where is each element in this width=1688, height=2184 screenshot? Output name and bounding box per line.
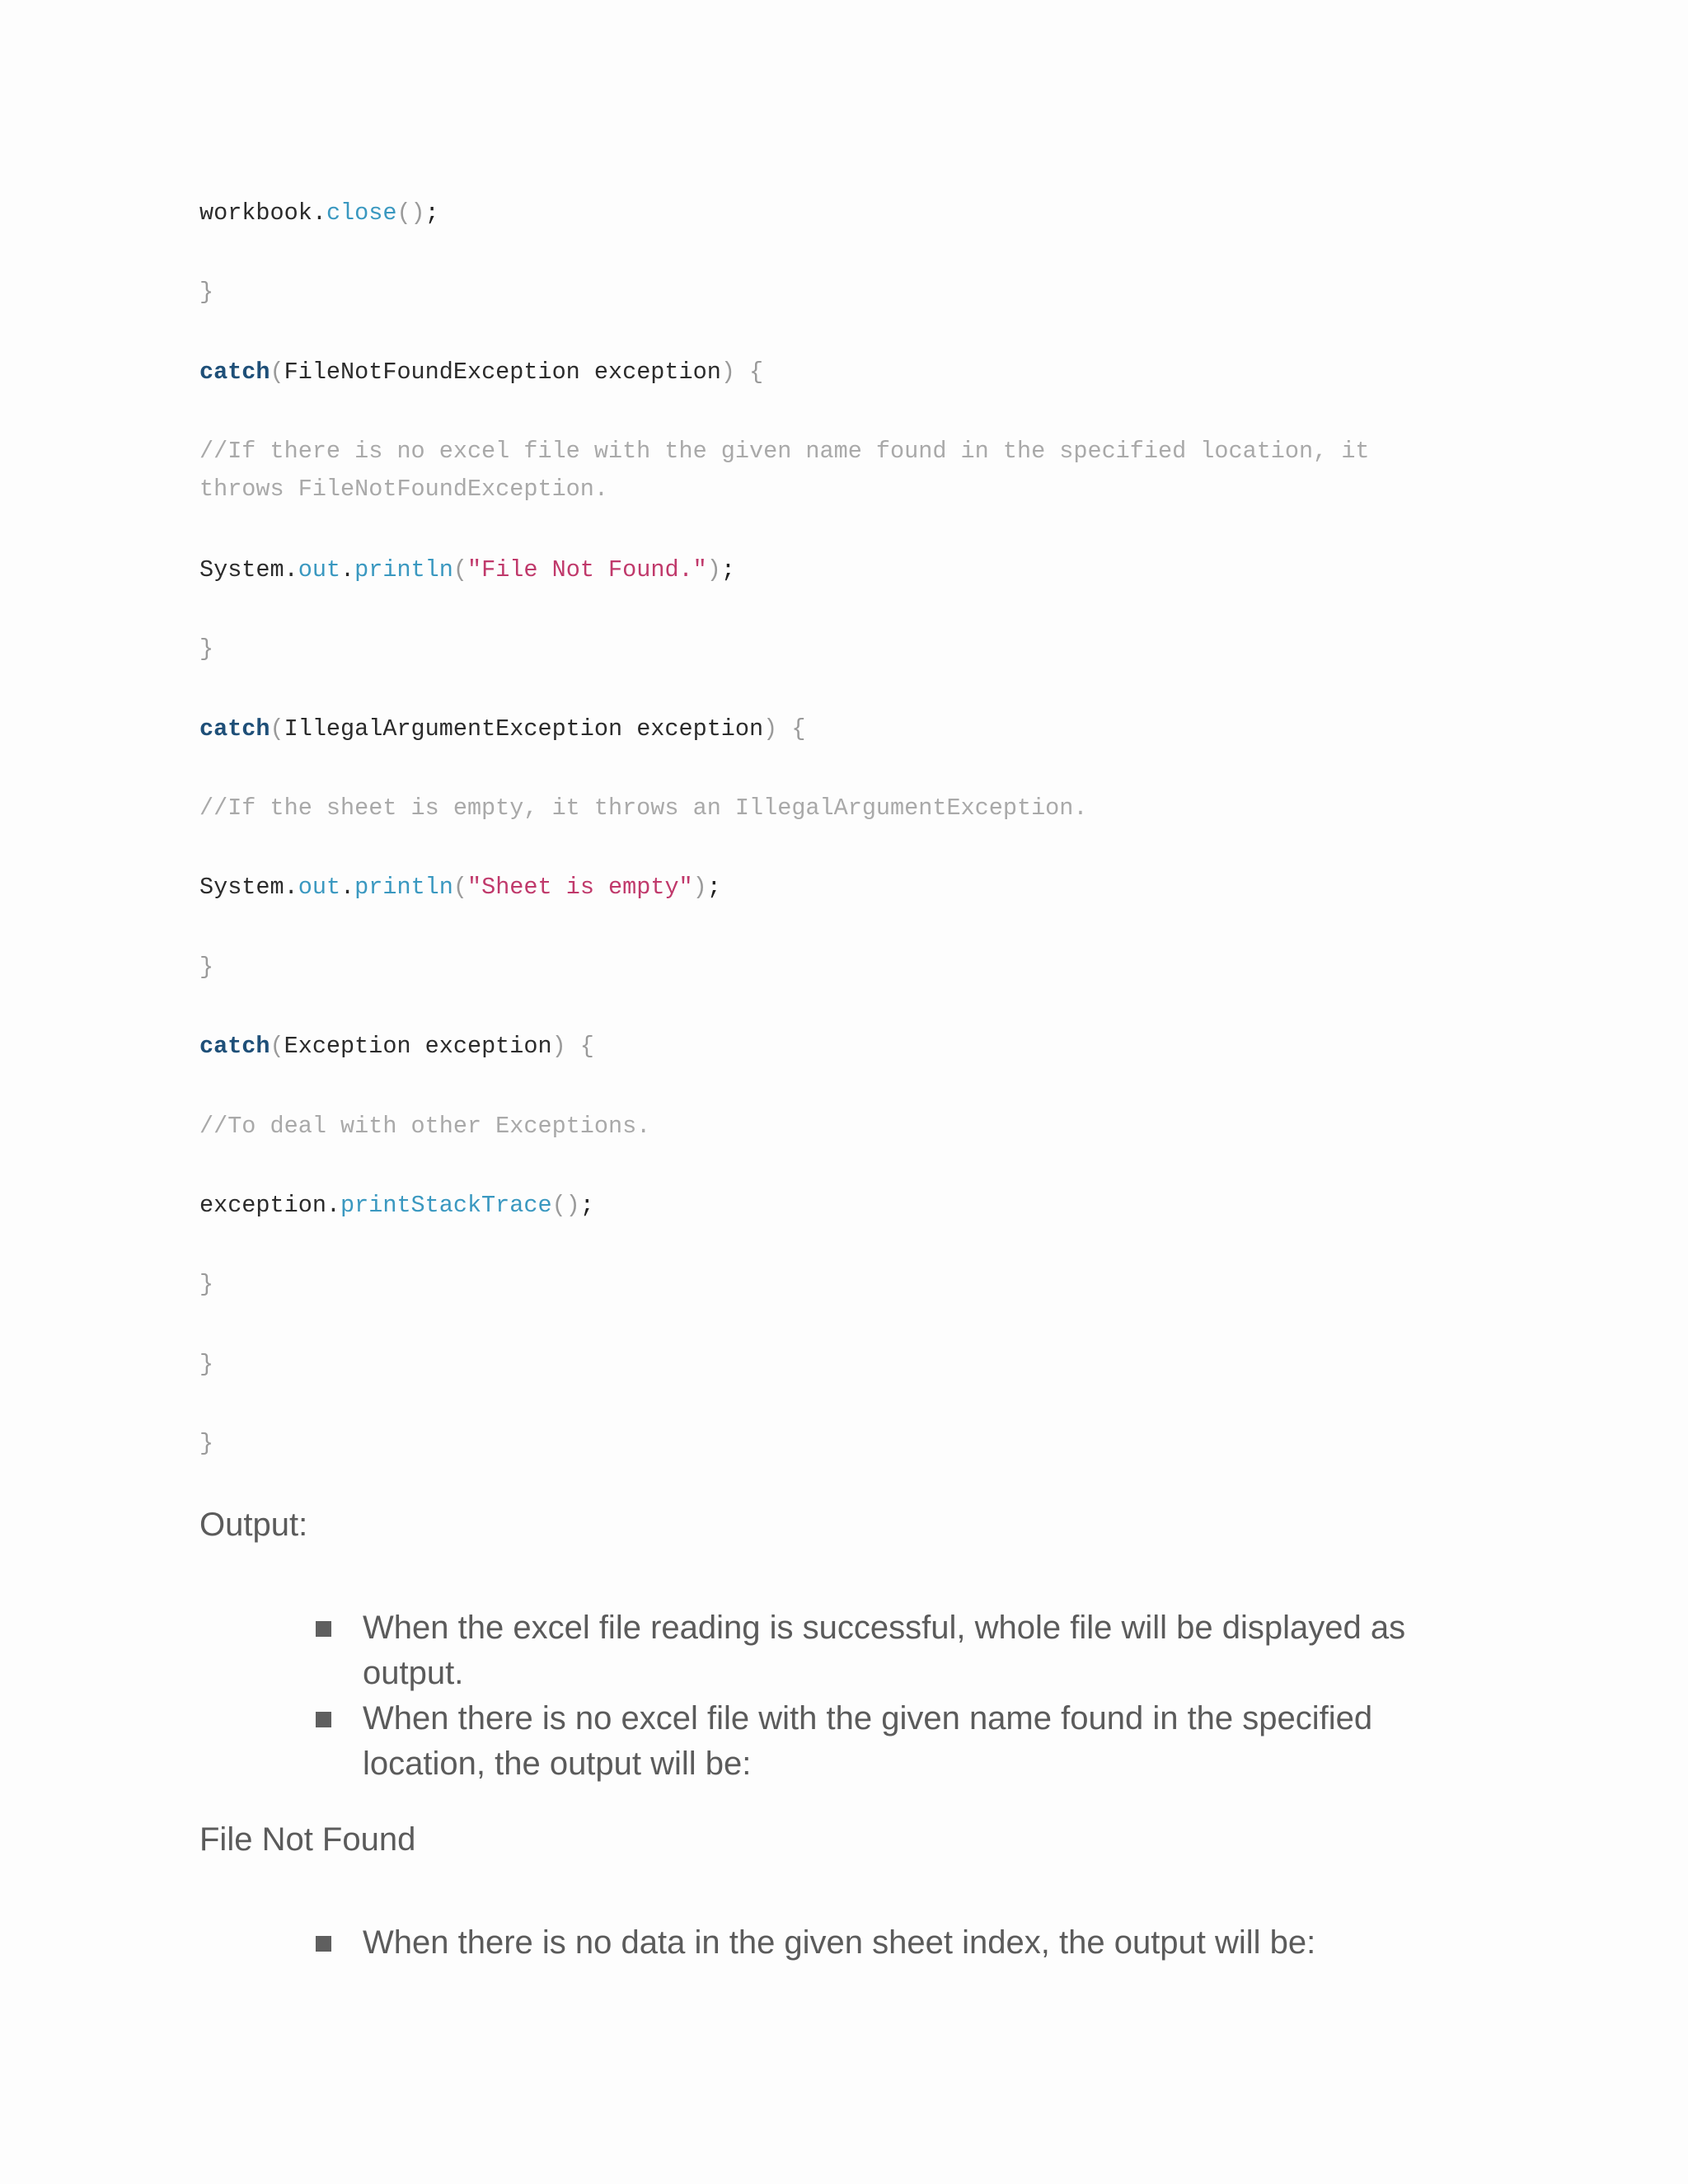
code-token: System. [199, 556, 298, 583]
code-token: ; [706, 874, 721, 901]
output-bullet-list [313, 1605, 1484, 1787]
code-token: exception. [199, 1192, 341, 1219]
code-line [199, 194, 1452, 232]
code-token: out [298, 556, 341, 583]
square-bullet-icon [316, 1936, 331, 1952]
list-item [313, 1605, 1484, 1696]
code-token: ; [579, 1192, 594, 1219]
code-token: println [354, 874, 453, 901]
code-token: . [340, 556, 355, 583]
code-token: //If there is no excel file with the given name found in the specified location, it throws FileNotFoundException. [199, 438, 1384, 503]
code-token: ) [706, 556, 721, 583]
code-line [199, 1346, 1452, 1384]
code-token: out [298, 874, 341, 901]
code-token: () [551, 1192, 580, 1219]
code-token: ) { [551, 1033, 594, 1060]
code-token: ; [720, 556, 735, 583]
code-line [199, 790, 1452, 827]
code-token: "Sheet is empty" [467, 874, 693, 901]
code-line [199, 1028, 1452, 1066]
code-line [199, 710, 1452, 748]
code-token: System. [199, 874, 298, 901]
code-token: //To deal with other Exceptions. [199, 1113, 651, 1140]
code-line [199, 1187, 1452, 1225]
code-token: FileNotFoundException exception [284, 359, 721, 386]
code-token: "File Not Found." [467, 556, 707, 583]
code-token: close [326, 199, 397, 227]
code-token: //If the sheet is empty, it throws an IllegalArgumentException. [199, 794, 1088, 822]
code-token: ( [270, 1033, 284, 1060]
code-token: ( [270, 715, 284, 743]
code-token: catch [199, 715, 270, 743]
code-token: } [199, 279, 214, 306]
code-token: printStackTrace [340, 1192, 552, 1219]
square-bullet-icon [316, 1712, 331, 1727]
code-token: IllegalArgumentException exception [284, 715, 764, 743]
code-token: ) { [720, 359, 764, 386]
code-token: catch [199, 359, 270, 386]
list-item-text: When there is no excel file with the given name found in the specified location, the output will be: [363, 1700, 1373, 1782]
code-token: println [354, 556, 453, 583]
code-token: Exception exception [284, 1033, 552, 1060]
code-token: } [199, 1351, 214, 1378]
code-line [199, 354, 1452, 391]
code-line [199, 433, 1452, 509]
code-line [199, 274, 1452, 312]
code-line [199, 949, 1452, 987]
list-item [313, 1920, 1484, 1966]
list-item [313, 1696, 1484, 1787]
square-bullet-icon [316, 1621, 331, 1637]
code-line [199, 1425, 1452, 1463]
code-token: workbook. [199, 199, 326, 227]
code-token: ; [424, 199, 439, 227]
file-not-found-output: File Not Found [199, 1821, 416, 1858]
code-token: } [199, 1430, 214, 1457]
code-line [199, 630, 1452, 668]
code-token: } [199, 635, 214, 663]
list-item-text: When there is no data in the given sheet index, the output will be: [363, 1924, 1316, 1961]
code-token: . [340, 874, 355, 901]
code-line [199, 551, 1452, 589]
sheet-empty-bullet-list [313, 1920, 1484, 1966]
code-line [199, 1266, 1452, 1304]
list-item-text: When the excel file reading is successful, whole file will be displayed as output. [363, 1610, 1406, 1691]
code-token: ( [452, 874, 467, 901]
code-token: ) [692, 874, 707, 901]
output-heading: Output: [199, 1507, 308, 1543]
code-token: ) { [763, 715, 806, 743]
code-line [199, 869, 1452, 907]
code-token: ( [452, 556, 467, 583]
code-token: } [199, 1271, 214, 1298]
code-token: () [396, 199, 425, 227]
code-token: } [199, 954, 214, 981]
code-token: ( [270, 359, 284, 386]
code-line [199, 1108, 1452, 1146]
code-token: catch [199, 1033, 270, 1060]
